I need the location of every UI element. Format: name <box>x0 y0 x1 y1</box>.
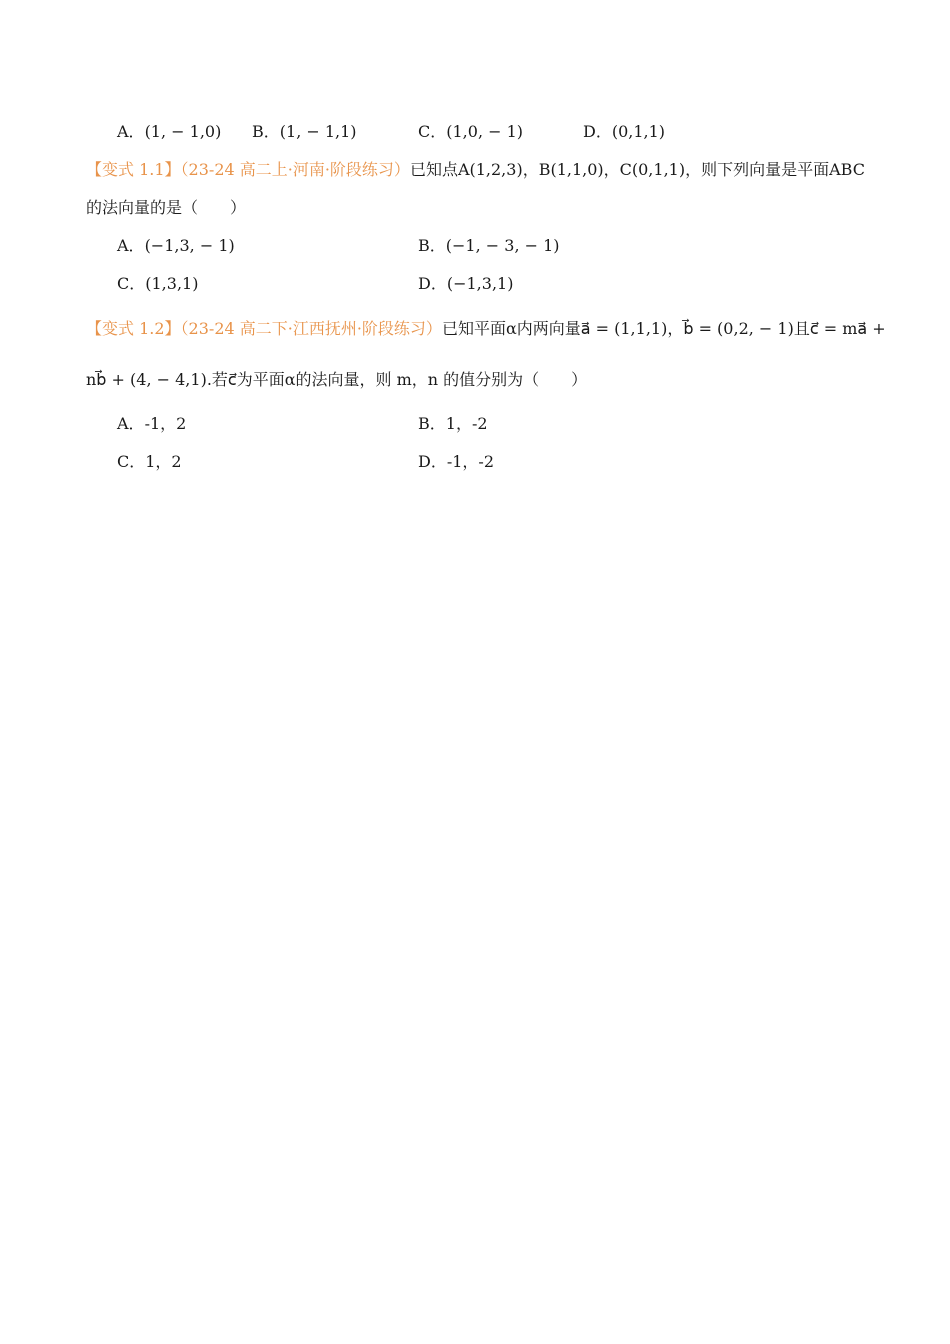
option-value: (−1, − 3, − 1) <box>445 236 560 255</box>
q2-stem-line2: nb⃗ + (4, − 4,1).若c⃗为平面α的法向量，则 m，n 的值分别为（ ） <box>86 370 588 389</box>
option-value: (1,0, − 1) <box>446 122 524 141</box>
option-value: -1，2 <box>144 414 187 433</box>
option-label: B． <box>252 122 280 141</box>
option-label: A． <box>117 122 145 141</box>
option-label: C． <box>418 122 447 141</box>
option-value: -1，-2 <box>446 452 495 471</box>
q0-option-d <box>583 121 665 143</box>
option-label: D． <box>418 274 447 293</box>
q2-option-a <box>117 413 186 435</box>
q0-option-c <box>418 121 523 143</box>
q1-stem-text: 已知点A(1,2,3)，B(1,1,0)，C(0,1,1)，则下列向量是平面ABC <box>409 160 865 179</box>
q2-stem-line1 <box>86 318 886 340</box>
q1-option-c <box>117 273 198 295</box>
option-label: A． <box>117 414 145 433</box>
q1-stem-line1 <box>86 159 865 181</box>
q1-source: （23-24 高二上·河南·阶段练习） <box>180 160 410 179</box>
q1-option-d <box>418 273 513 295</box>
q2-option-c <box>117 451 182 473</box>
option-value: (−1,3, − 1) <box>144 236 235 255</box>
q1-tag: 【变式 1.1】 <box>86 160 181 179</box>
q1-option-a <box>117 235 235 257</box>
option-value: (1,3,1) <box>145 274 199 293</box>
option-label: C． <box>117 274 146 293</box>
option-value: (0,1,1) <box>611 122 666 141</box>
q2-option-d <box>418 451 494 473</box>
q0-option-a <box>117 121 221 143</box>
option-value: 1，2 <box>145 452 182 471</box>
option-value: (−1,3,1) <box>446 274 514 293</box>
option-value: 1，-2 <box>445 414 488 433</box>
q2-option-b <box>418 413 488 435</box>
option-label: B． <box>418 236 446 255</box>
q0-option-b <box>252 121 357 143</box>
q1-stem-line2: 的法向量的是（ ） <box>86 198 247 217</box>
q2-source: （23-24 高二下·江西抚州·阶段练习） <box>180 319 442 338</box>
q1-option-b <box>418 235 560 257</box>
option-value: (1, − 1,0) <box>144 122 222 141</box>
option-label: A． <box>117 236 145 255</box>
option-label: B． <box>418 414 446 433</box>
option-label: D． <box>418 452 447 471</box>
q2-tag: 【变式 1.2】 <box>86 319 181 338</box>
q2-stem-text: 已知平面α内两向量a⃗ = (1,1,1)，b⃗ = (0,2, − 1)且c⃗ = ma⃗ + <box>441 319 886 338</box>
option-label: C． <box>117 452 146 471</box>
option-value: (1, − 1,1) <box>279 122 357 141</box>
option-label: D． <box>583 122 612 141</box>
